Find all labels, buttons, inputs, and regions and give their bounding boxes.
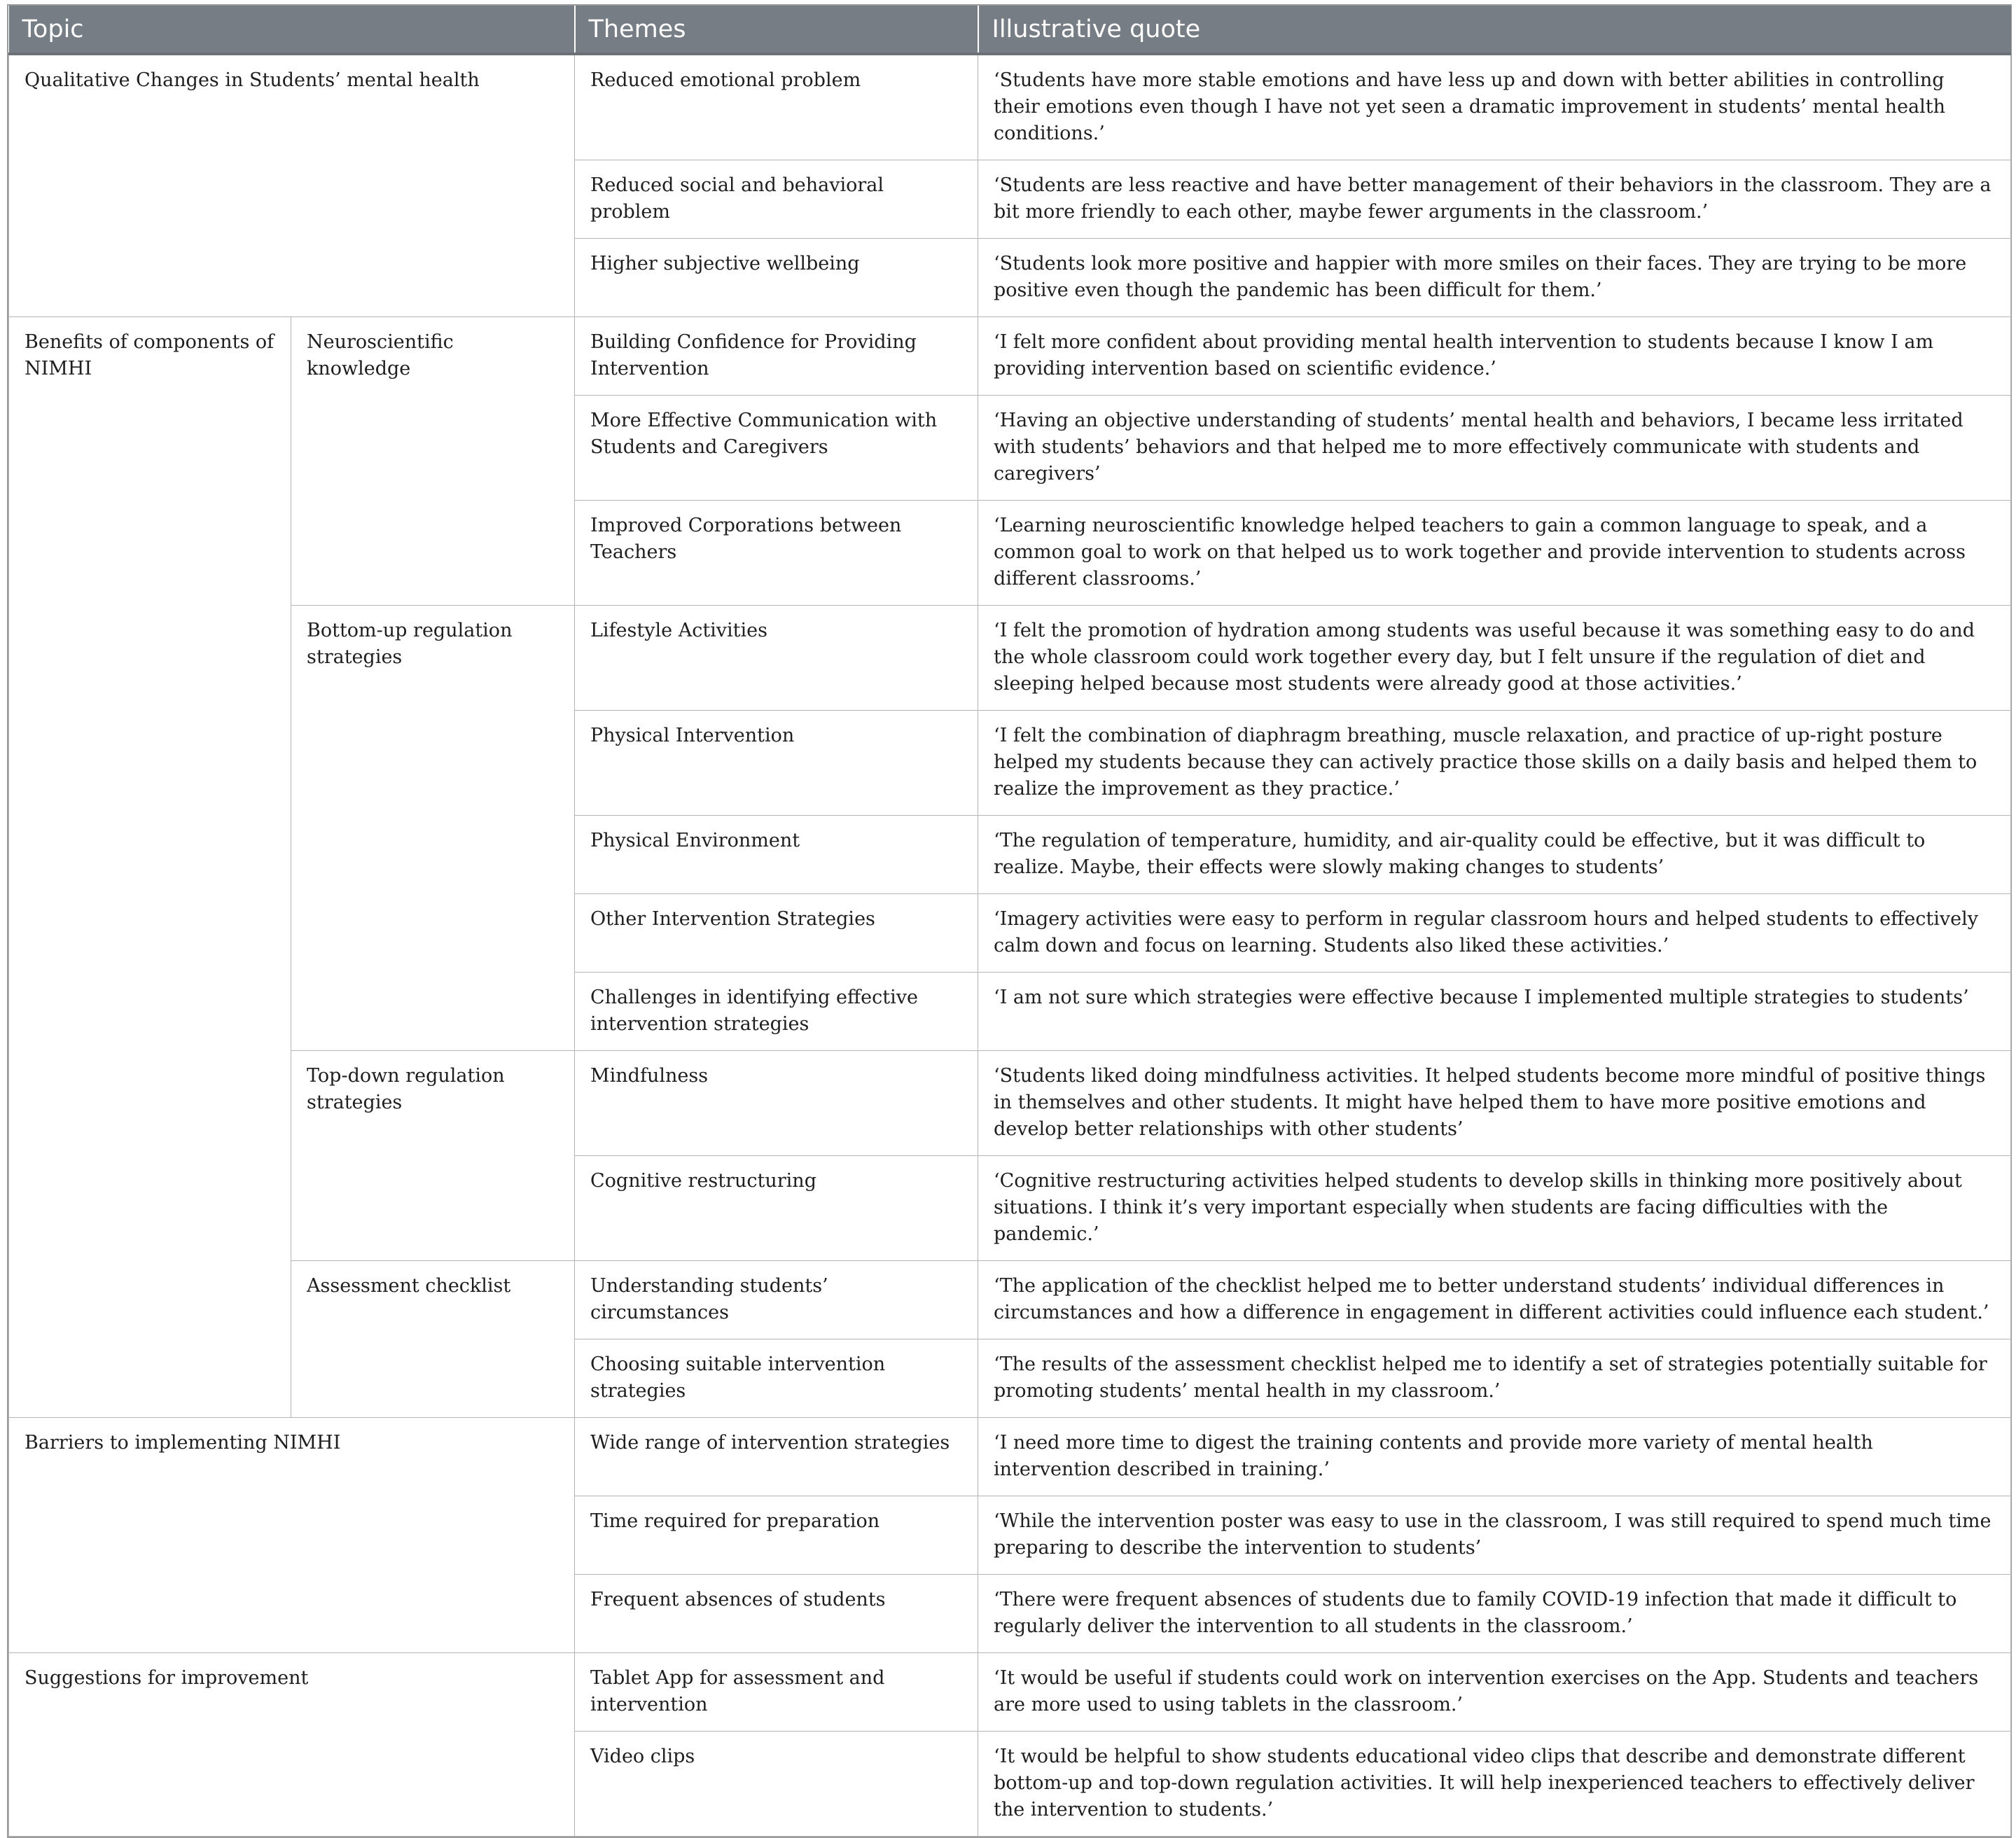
quote-cell: ‘I felt the combination of diaphragm breathing, muscle relaxation, and practice of up-right posture helped my students because they can actively practice those skills on a daily basis and helped them to realize the improvement as they practice.’ — [978, 711, 2011, 816]
quote-cell: ‘The application of the checklist helped me to better understand students’ individual differences in circumstances and how a difference in engagement in different activities could influence each student.’ — [978, 1261, 2011, 1339]
quote-cell: ‘While the intervention poster was easy to use in the classroom, I was still required to spend much time preparing to describe the intervention to students’ — [978, 1496, 2011, 1575]
theme-cell: Wide range of intervention strategies — [575, 1418, 978, 1496]
table-row — [9, 1051, 2011, 1156]
themes-table — [8, 6, 2011, 1837]
theme-cell: Reduced emotional problem — [575, 54, 978, 160]
theme-cell: Choosing suitable intervention strategies — [575, 1339, 978, 1418]
table-header-row — [9, 6, 2011, 54]
theme-cell: Other Intervention Strategies — [575, 894, 978, 973]
quote-cell: ‘Imagery activities were easy to perform in regular classroom hours and helped students to effectively calm down and focus on learning. Students also liked these activities.’ — [978, 894, 2011, 973]
quote-cell: ‘Students liked doing mindfulness activities. It helped students become more mindful of positive things in themselves and other students. It might have helped them to have more positive emotions and develop better relationships with other students’ — [978, 1051, 2011, 1156]
table-row — [9, 54, 2011, 160]
subtopic-cell: Neuroscientific knowledge — [291, 317, 575, 606]
quote-cell: ‘Students are less reactive and have better management of their behaviors in the classroom. They are a bit more friendly to each other, maybe fewer arguments in the classroom.’ — [978, 160, 2011, 239]
header-topic: Topic — [9, 6, 575, 54]
theme-cell: Building Confidence for Providing Intervention — [575, 317, 978, 396]
quote-cell: ‘Having an objective understanding of students’ mental health and behaviors, I became less irritated with students’ behaviors and that helped me to more effectively communicate with students and caregivers’ — [978, 396, 2011, 501]
quote-cell: ‘I need more time to digest the training contents and provide more variety of mental health intervention described in training.’ — [978, 1418, 2011, 1496]
quote-cell: ‘It would be useful if students could work on intervention exercises on the App. Students and teachers are more used to using tablets in the classroom.’ — [978, 1653, 2011, 1732]
topic-cell: Barriers to implementing NIMHI — [9, 1418, 575, 1653]
subtopic-cell: Assessment checklist — [291, 1261, 575, 1418]
header-quote: Illustrative quote — [978, 6, 2011, 54]
theme-cell: Lifestyle Activities — [575, 606, 978, 711]
theme-cell: Tablet App for assessment and intervention — [575, 1653, 978, 1732]
quote-cell: ‘Students look more positive and happier with more smiles on their faces. They are trying to be more positive even though the pandemic has been difficult for them.’ — [978, 239, 2011, 317]
table-row — [9, 317, 2011, 396]
quote-cell: ‘There were frequent absences of students due to family COVID-19 infection that made it difficult to regularly deliver the intervention to all students in the classroom.’ — [978, 1575, 2011, 1653]
theme-cell: Video clips — [575, 1732, 978, 1837]
theme-cell: Higher subjective wellbeing — [575, 239, 978, 317]
themes-table-container — [7, 4, 2012, 1838]
topic-cell: Qualitative Changes in Students’ mental health — [9, 54, 575, 317]
theme-cell: More Effective Communication with Students and Caregivers — [575, 396, 978, 501]
theme-cell: Frequent absences of students — [575, 1575, 978, 1653]
theme-cell: Understanding students’ circumstances — [575, 1261, 978, 1339]
quote-cell: ‘Cognitive restructuring activities helped students to develop skills in thinking more positively about situations. I think it’s very important especially when students are facing difficulties with the pandemic.’ — [978, 1156, 2011, 1261]
table-row — [9, 1653, 2011, 1732]
theme-cell: Reduced social and behavioral problem — [575, 160, 978, 239]
topic-cell: Benefits of components of NIMHI — [9, 317, 291, 1418]
quote-cell: ‘I am not sure which strategies were effective because I implemented multiple strategies to students’ — [978, 973, 2011, 1051]
header-themes: Themes — [575, 6, 978, 54]
quote-cell: ‘The results of the assessment checklist helped me to identify a set of strategies potentially suitable for promoting students’ mental health in my classroom.’ — [978, 1339, 2011, 1418]
theme-cell: Mindfulness — [575, 1051, 978, 1156]
quote-cell: ‘Students have more stable emotions and have less up and down with better abilities in controlling their emotions even though I have not yet seen a dramatic improvement in students’ mental health conditions.’ — [978, 54, 2011, 160]
theme-cell: Physical Environment — [575, 816, 978, 894]
subtopic-cell: Top-down regulation strategies — [291, 1051, 575, 1261]
subtopic-cell: Bottom-up regulation strategies — [291, 606, 575, 1051]
table-row — [9, 1261, 2011, 1339]
quote-cell: ‘It would be helpful to show students educational video clips that describe and demonstrate different bottom-up and top-down regulation activities. It will help inexperienced teachers to effectively deliver the intervention to students.’ — [978, 1732, 2011, 1837]
theme-cell: Cognitive restructuring — [575, 1156, 978, 1261]
table-row — [9, 1418, 2011, 1496]
quote-cell: ‘I felt the promotion of hydration among students was useful because it was something easy to do and the whole classroom could work together every day, but I felt unsure if the regulation of diet and sleeping helped because most students were already good at those activities.’ — [978, 606, 2011, 711]
quote-cell: ‘The regulation of temperature, humidity, and air-quality could be effective, but it was difficult to realize. Maybe, their effects were slowly making changes to students’ — [978, 816, 2011, 894]
quote-cell: ‘I felt more confident about providing mental health intervention to students because I know I am providing intervention based on scientific evidence.’ — [978, 317, 2011, 396]
theme-cell: Physical Intervention — [575, 711, 978, 816]
theme-cell: Challenges in identifying effective intervention strategies — [575, 973, 978, 1051]
quote-cell: ‘Learning neuroscientific knowledge helped teachers to gain a common language to speak, and a common goal to work on that helped us to work together and provide intervention to students across different classrooms.’ — [978, 501, 2011, 606]
table-row — [9, 606, 2011, 711]
theme-cell: Time required for preparation — [575, 1496, 978, 1575]
topic-cell: Suggestions for improvement — [9, 1653, 575, 1837]
theme-cell: Improved Corporations between Teachers — [575, 501, 978, 606]
